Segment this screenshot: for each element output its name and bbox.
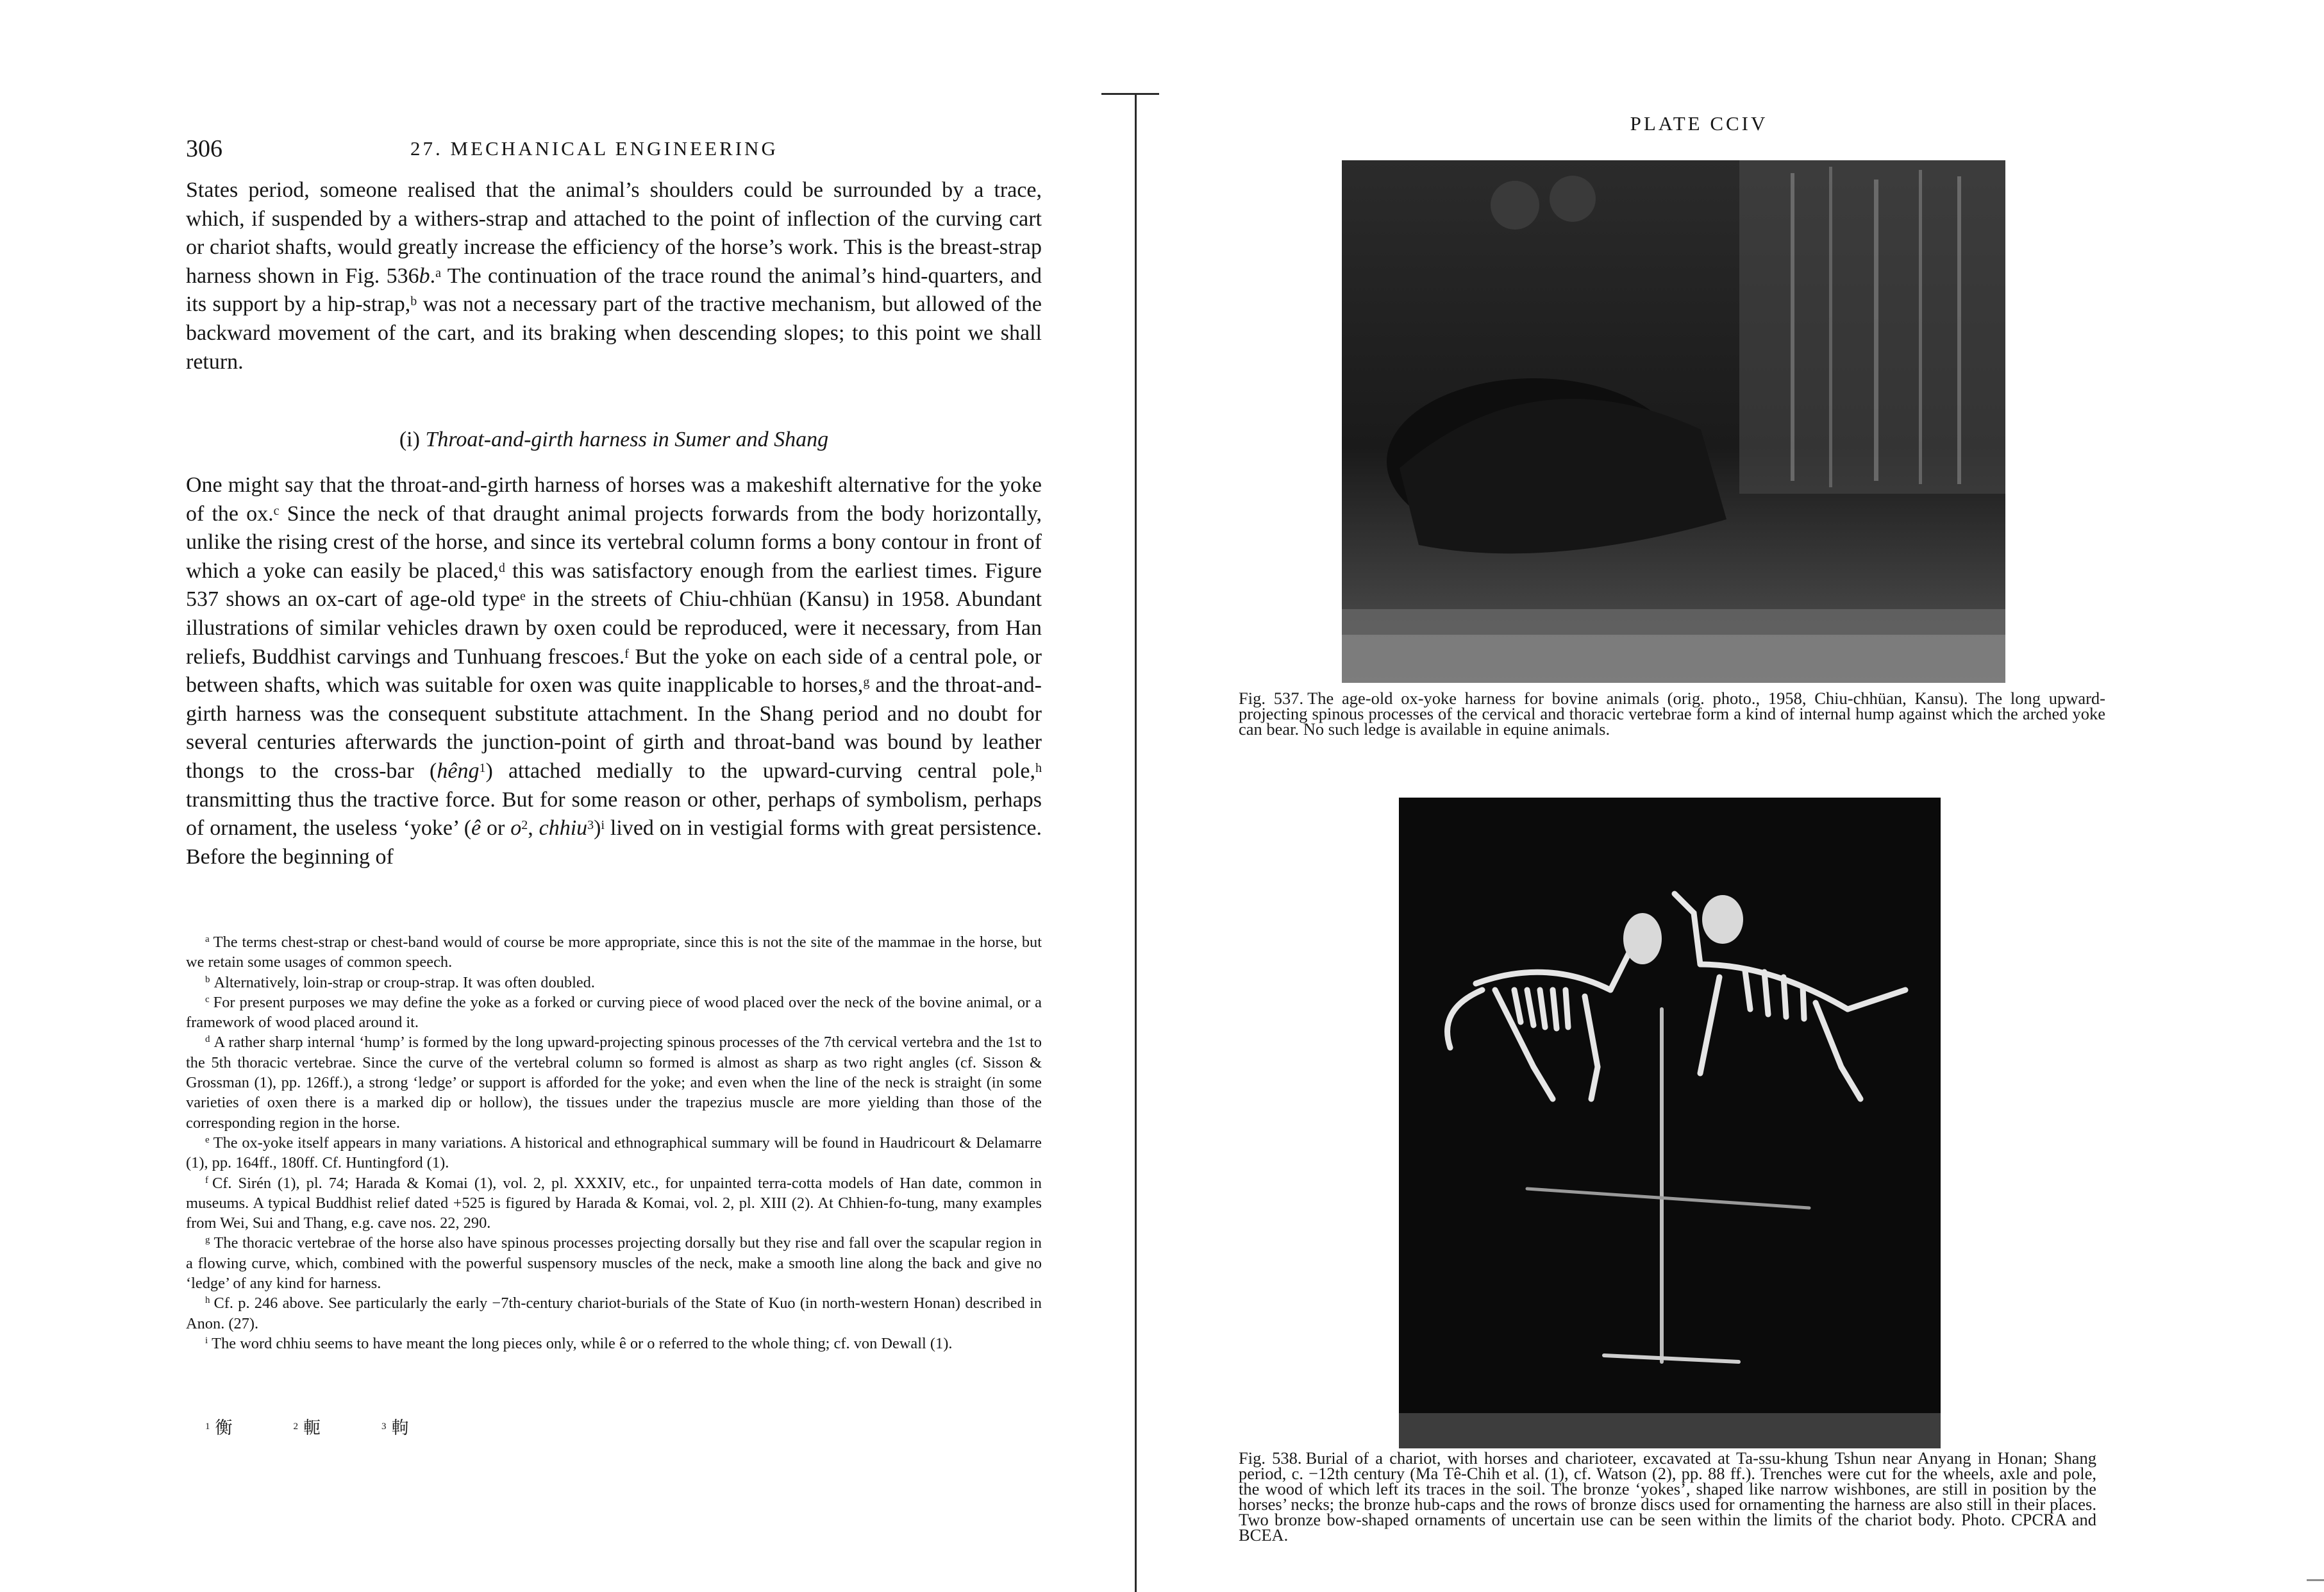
footnote-marker: i xyxy=(205,1335,208,1346)
italic-text: ê xyxy=(471,816,481,841)
character-note xyxy=(205,1414,233,1439)
text-run: ) xyxy=(594,816,601,841)
footnote-marker: a xyxy=(205,934,210,944)
figure-537-caption-text: The age-old ox-yoke harness for bovine animals (orig. photo., 1958, Chiu-chhüan, Kansu). The long upward-projecting spinous processes of the cervical and thoracic vertebrae form a kind of internal hump against which the arched yoke can bear. No such ledge is available in equine animals. xyxy=(1239,689,2105,739)
italic-text: chhiu xyxy=(539,816,588,841)
footnote-marker: b xyxy=(205,974,210,985)
italic-text: o xyxy=(510,816,522,841)
footnote-reference: h xyxy=(1035,760,1042,775)
character-note xyxy=(294,1414,321,1439)
text-run: in the streets of Chiu-chhüan (Kansu) in 1958. Abundant illustrations of similar vehicles drawn by oxen could be reproduced, were it necessary, from Han reliefs, Buddhist carvings and Tunhuang frescoes. xyxy=(186,587,1042,669)
italic-text: b xyxy=(419,264,430,288)
footnote-reference: d xyxy=(498,560,505,575)
ox-cart-photo xyxy=(1342,160,2005,683)
footnote xyxy=(186,1032,1042,1132)
footnote xyxy=(186,973,1042,993)
figure-538-label: Fig. 538. xyxy=(1239,1450,1302,1468)
body-paragraph-1 xyxy=(186,176,1042,376)
text-run: or xyxy=(481,816,511,841)
footnote xyxy=(186,1133,1042,1173)
footnote xyxy=(186,1334,1042,1353)
body-paragraph-2-text xyxy=(186,471,1042,871)
body-paragraph-1-text xyxy=(186,176,1042,376)
figure-537-caption xyxy=(1239,691,2105,737)
body-paragraph-2 xyxy=(186,471,1042,871)
chariot-burial-photo xyxy=(1399,798,1941,1448)
footnote-reference: e xyxy=(519,589,526,604)
footnote-reference: 1 xyxy=(479,760,486,775)
footnote-reference: a xyxy=(435,265,442,280)
character-note-number: 2 xyxy=(293,1421,298,1432)
footnote-reference: c xyxy=(273,503,280,518)
footnote-marker: g xyxy=(205,1235,210,1246)
footnote-reference: b xyxy=(410,294,417,309)
footnote-reference: i xyxy=(601,818,605,833)
footnote xyxy=(186,932,1042,973)
text-run: transmitting thus the tractive force. But for some reason or other, perhaps of symbolism, perhaps of ornament, the useless ‘yoke’ ( xyxy=(186,787,1042,841)
footnote-reference: 2 xyxy=(521,818,528,833)
chinese-character: 軛 xyxy=(303,1418,321,1437)
footnote xyxy=(186,1293,1042,1334)
text-run: was not a necessary part of the tractive mechanism, but allowed of the backward movement of the cart, and its braking when descending slopes; to this point we shall return. xyxy=(186,292,1042,374)
footnotes xyxy=(186,932,1042,1353)
text-run: and the throat-and-girth harness was the consequent substitute attachment. In the Shang period and no doubt for several centuries afterwards the junction-point of girth and throat-band was bound by leather thongs to the cross-bar ( xyxy=(186,673,1042,783)
text-run: Since the neck of that draught animal projects forwards from the body horizontally, unlike the rising crest of the horse, and since its vertebral column forms a bony contour in front of which a yoke can easily be placed, xyxy=(186,501,1042,583)
footnote-text: Cf. Sirén (1), pl. 74; Harada & Komai (1), vol. 2, pl. XXXIV, etc., for unpainted terra-cotta models of Han date, common in museums. A typical Buddhist relief dated +525 is figured by Harada & Komai, vol. 2, pl. XIII (2). At Chhien-fo-tung, many examples from Wei, Sui and Thang, e.g. cave nos. 22, 290. xyxy=(186,1174,1042,1232)
footnote xyxy=(186,1233,1042,1293)
figure-538-caption xyxy=(1239,1450,2096,1592)
figure-537-label: Fig. 537. xyxy=(1239,689,1304,708)
text-run: One might say that the throat-and-girth harness of horses was a makeshift alternative for the yoke of the ox. xyxy=(186,473,1042,526)
footnote xyxy=(186,993,1042,1033)
footnote-text: For present purposes we may define the yoke as a forked or curving piece of wood placed over the neck of the bovine animal, or a framework of wood placed around it. xyxy=(186,993,1042,1032)
text-run: this was satisfactory enough from the earliest times. Figure 537 shows an ox-cart of age-old type xyxy=(186,558,1042,612)
character-note xyxy=(381,1414,409,1439)
text-run: States period, someone realised that the animal’s shoulders could be surrounded by a trace, which, if suspended by a withers-strap and attached to the point of inflection of the curving cart or chariot shafts, would greatly increase the efficiency of the horse’s work. This is the breast-strap harness shown in Fig. 536 xyxy=(186,178,1042,288)
footnote-marker: e xyxy=(205,1134,210,1145)
footnote-text: The thoracic vertebrae of the horse also have spinous processes projecting dorsally but they rise and fall over the scapular region in a flowing curve, which, combined with the powerful suspensory muscles of the neck, make a smooth line along the back and give no ‘ledge’ of any kind for harness. xyxy=(186,1234,1042,1293)
chinese-character-notes xyxy=(205,1414,470,1439)
text-run: ) attached medially to the upward-curving central pole, xyxy=(485,758,1035,783)
page-number: 306 xyxy=(186,135,222,162)
footnote-reference: f xyxy=(624,646,629,661)
footnote-marker: h xyxy=(205,1295,210,1306)
footnote-text: Alternatively, loin-strap or croup-strap. It was often doubled. xyxy=(213,973,595,991)
footnote xyxy=(186,1173,1042,1234)
chinese-character: 軥 xyxy=(391,1418,409,1437)
text-run: lived on in vestigial forms with great persistence. Before the beginning of xyxy=(186,816,1042,869)
footnote-reference: 3 xyxy=(587,818,594,833)
footnote-marker: c xyxy=(205,994,210,1005)
section-heading-number: (i) xyxy=(399,428,420,451)
figure-538-caption-text: Burial of a chariot, with horses and charioteer, excavated at Ta-ssu-khung Tshun near Anyang in Honan; Shang period, c. −12th century (Ma Tê-Chih et al. (1), cf. Watson (2), pp. 88 ff.). Trenches were cut for the wheels, axle and pole, the wood of which left its traces in the soil. The bronze ‘yokes’, shaped like narrow wishbones, are still in position by the horses’ necks; the bronze hub-caps and the rows of bronze discs used for ornamenting the harness are also still in their places. Two bronze bow-shaped ornaments of uncertain use can be seen within the limits of the chariot body. Photo. CPCRA and BCEA. xyxy=(1239,1450,2096,1545)
text-run: , xyxy=(528,816,539,841)
text-run: The continuation of the trace round the animal’s hind-quarters, and its support by a hip-strap, xyxy=(186,264,1042,317)
running-head: 27. MECHANICAL ENGINEERING xyxy=(410,137,778,160)
footnote-text: Cf. p. 246 above. See particularly the early −7th-century chariot-burials of the State of Kuo (in north-western Honan) described in Anon. (27). xyxy=(186,1295,1042,1332)
text-run: But the yoke on each side of a central pole, or between shafts, which was suitable for oxen was quite inapplicable to horses, xyxy=(186,644,1042,698)
section-heading xyxy=(186,428,1042,452)
plate-title: PLATE CCIV xyxy=(1630,112,1768,135)
footnote-marker: d xyxy=(205,1034,210,1045)
footnote-text: The word chhiu seems to have meant the long pieces only, while ê or o referred to the whole thing; cf. von Dewall (1). xyxy=(212,1334,953,1352)
character-note-number: 1 xyxy=(205,1421,210,1432)
edge-mark xyxy=(2307,1579,2324,1581)
gutter-line xyxy=(1135,95,1137,1592)
character-note-number: 3 xyxy=(381,1421,387,1432)
footnote-reference: g xyxy=(863,675,870,690)
footnote-text: The ox-yoke itself appears in many variations. A historical and ethnographical summary will be found in Haudricourt & Delamarre (1), pp. 164ff., 180ff. Cf. Huntingford (1). xyxy=(186,1134,1042,1172)
footnote-text: The terms chest-strap or chest-band would of course be more appropriate, since this is not the site of the mammae in the horse, but we retain some usages of common speech. xyxy=(186,934,1042,971)
gutter-tick xyxy=(1101,93,1159,95)
chinese-character: 衡 xyxy=(215,1418,233,1437)
section-heading-title: Throat-and-girth harness in Sumer and Shang xyxy=(425,428,829,451)
footnote-marker: f xyxy=(205,1175,208,1186)
italic-text: hêng xyxy=(437,758,480,783)
text-run: . xyxy=(430,264,436,288)
footnote-text: A rather sharp internal ‘hump’ is formed by the long upward-projecting spinous processes of the 7th cervical vertebra and the 1st to the 5th thoracic vertebrae. Since the curve of the vertebral column so formed is almost as sharp as two right angles (cf. Sisson & Grossman (1), pp. 126ff.), a strong ‘ledge’ or support is afforded for the yoke; and even when the line of the neck is straight (in some varieties of oxen there is a marked dip or hollow), the tissues under the trapezius muscle are more yielding than those of the corresponding region in the horse. xyxy=(186,1034,1042,1132)
